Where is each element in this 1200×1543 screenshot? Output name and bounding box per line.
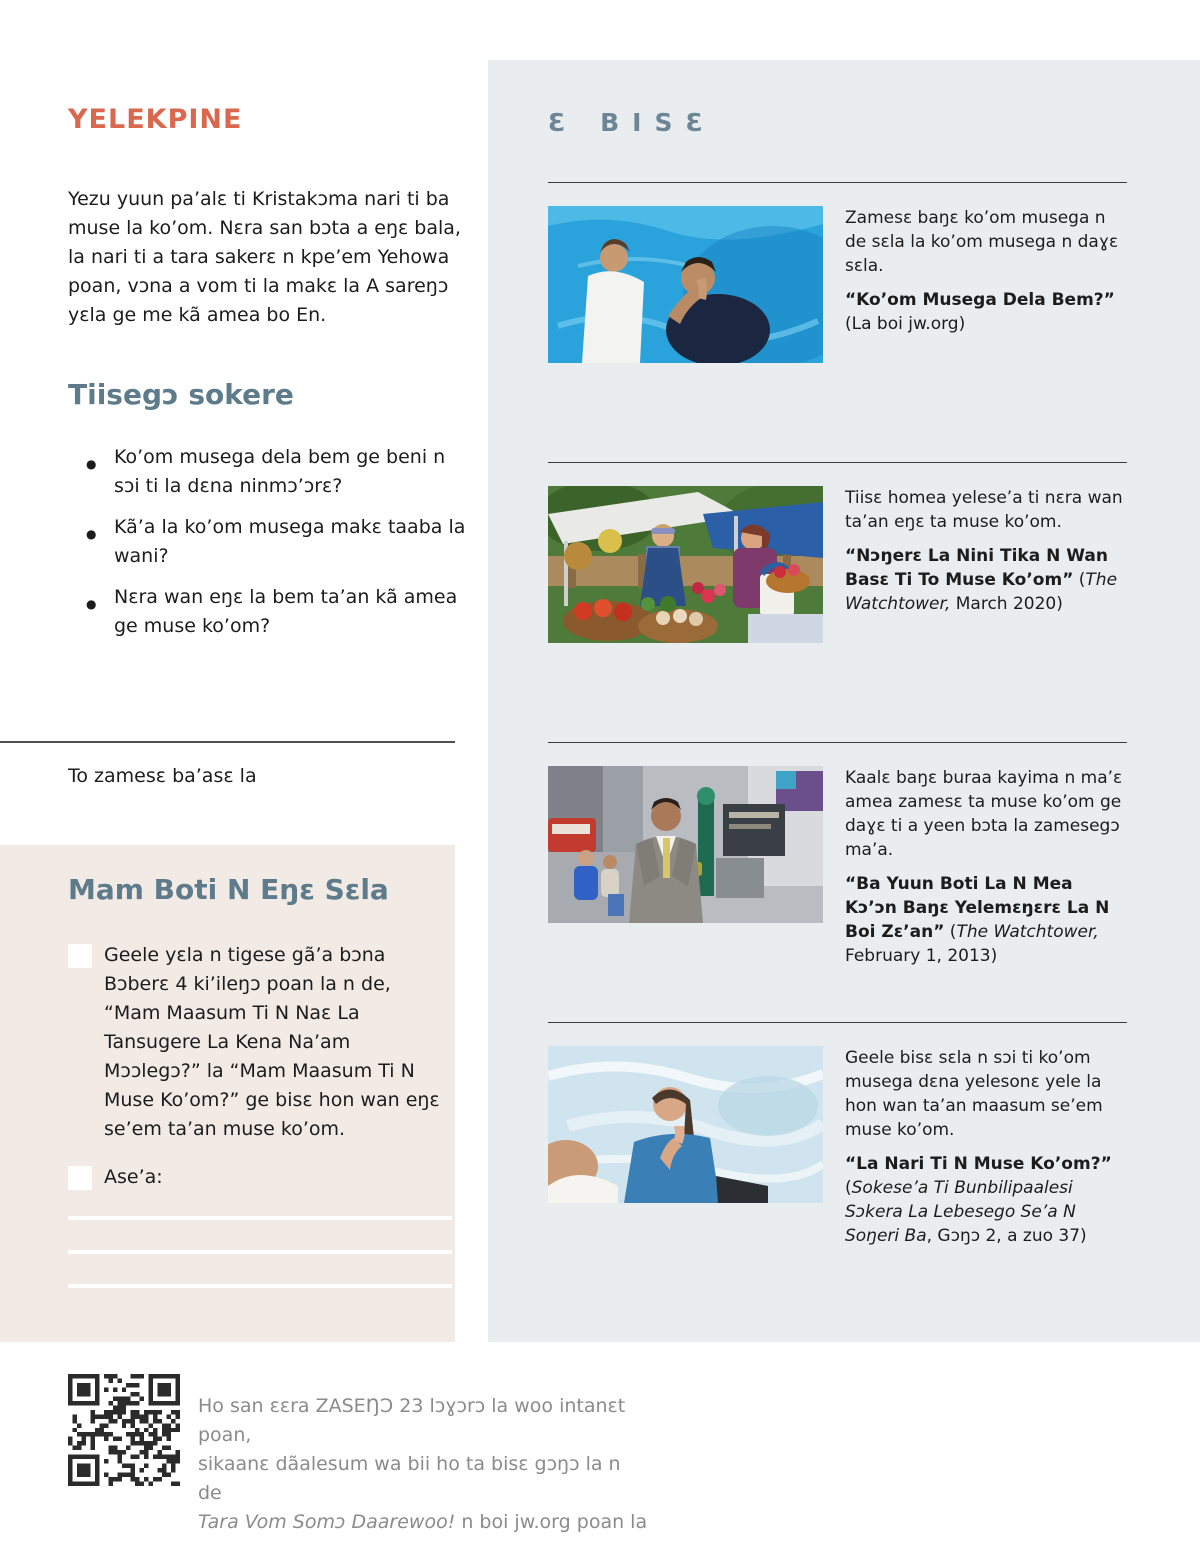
review-question-text: Ko’om musega dela bem ge beni n sɔi ti la dɛna ninmɔ’ɔrɛ? bbox=[114, 446, 446, 497]
entry-divider bbox=[548, 462, 1127, 463]
checkbox-icon bbox=[68, 944, 92, 968]
media-panel-heading: Ɛ BISƐ bbox=[548, 108, 716, 137]
checkbox-icon bbox=[68, 1166, 92, 1190]
entry-source bbox=[845, 872, 1127, 968]
media-entry bbox=[548, 1022, 1127, 1248]
media-entry bbox=[548, 462, 1127, 643]
entry-title: “Nɔŋerɛ La Nini Tika N Wan Basɛ Ti To Muse Ko’om” bbox=[845, 546, 1108, 590]
entry-source-pre: (La boi jw.org) bbox=[845, 314, 966, 334]
entry-title: “Ba Yuun Boti La N Mea Kɔ’ɔn Baŋɛ Yelemɛŋɛrɛ La N Boi Zɛ’an” bbox=[845, 874, 1110, 942]
completion-label: To zamesɛ ba’asɛ la bbox=[68, 765, 257, 787]
entry-source-post: , Gɔŋɔ 2, a zuo 37) bbox=[926, 1226, 1087, 1246]
write-in-line bbox=[68, 1250, 452, 1254]
qr-note bbox=[198, 1392, 648, 1537]
entry-description: Kaalɛ baŋɛ buraa kayima n ma’ɛ amea zamesɛ ta muse ko’om ge daɣɛ ti a yeen bɔta la zamesegɔ ma’a. bbox=[845, 768, 1123, 860]
media-panel bbox=[488, 60, 1200, 1342]
review-question bbox=[86, 443, 470, 501]
qr-note-line2: sikaanɛ dãalesum wa bii ho ta bisɛ gɔŋɔ la n de bbox=[198, 1453, 621, 1504]
entry-source-pre: ( bbox=[944, 922, 957, 942]
entry-source-italic: The Watchtower, bbox=[845, 570, 1118, 614]
review-question bbox=[86, 583, 470, 641]
entry-description: Tiisɛ homea yelese’a ti nɛra wan ta’an eŋɛ ta muse ko’om. bbox=[845, 488, 1123, 532]
entry-divider bbox=[548, 182, 1127, 183]
entry-source-post: March 2020) bbox=[950, 594, 1063, 614]
intro-paragraph: Yezu yuun pa’alɛ ti Kristakɔma nari ti ba muse la ko’om. Nɛra san bɔta a eŋɛ bala, la nari ti a tara sakerɛ n kpe’em Yehowa poan, vɔna a vom ti la makɛ la A sareŋɔ yɛla ge me kã amea bo En. bbox=[68, 188, 461, 326]
entry-source-pre: ( bbox=[845, 1178, 852, 1198]
entry-title: “Ko’om Musega Dela Bem?” bbox=[845, 290, 1115, 310]
entry-source-italic: Sokese’a Ti Bunbilipaalesi Sɔkera La Lebesego Se’a N Soŋeri Ba bbox=[845, 1178, 1076, 1246]
qr-note-publication-title: Tara Vom Somɔ Daarewoo! bbox=[198, 1511, 456, 1533]
baptism-pool-photo bbox=[548, 206, 823, 363]
baptism-immersion-photo bbox=[548, 1046, 823, 1203]
entry-title: “La Nari Ti N Muse Ko’om?” bbox=[845, 1154, 1112, 1174]
entry-source-pre: ( bbox=[1073, 570, 1086, 590]
goal-item bbox=[68, 1163, 440, 1192]
entry-divider bbox=[548, 742, 1127, 743]
farmers-market-photo bbox=[548, 486, 823, 643]
entry-description: Zamesɛ baŋɛ ko’om musega n de sɛla la ko’om musega n daɣɛ sɛla. bbox=[845, 208, 1119, 276]
goals-heading: Mam Boti N Eŋɛ Sɛla bbox=[68, 873, 389, 906]
goal-item-text: Geele yɛla n tigese gã’a bɔna Bɔberɛ 4 ki’ileŋɔ poan la n de, “Mam Maasum Ti N Naɛ La Tansugere La Kena Na’am Mɔɔlegɔ?” la “Mam Maasum Ti N Muse Ko’om?” ge bisɛ hon wan eŋɛ se’em ta’an muse ko’om. bbox=[104, 944, 440, 1140]
entry-source bbox=[845, 1152, 1127, 1248]
media-entry bbox=[548, 742, 1127, 968]
entry-description: Geele bisɛ sɛla n sɔi ti ko’om musega dɛna yelesonɛ yele la hon wan ta’an maasum se’em muse ko’om. bbox=[845, 1048, 1103, 1140]
goals-box bbox=[0, 845, 455, 1342]
review-question-list bbox=[86, 443, 470, 653]
section-divider bbox=[0, 741, 455, 743]
write-in-line bbox=[68, 1284, 452, 1288]
entry-source-italic: The Watchtower, bbox=[956, 922, 1099, 942]
entry-source bbox=[845, 544, 1127, 616]
goal-item bbox=[68, 941, 440, 1144]
entry-source-post: February 1, 2013) bbox=[845, 946, 998, 966]
qr-note-line3-rest: n boi jw.org poan la bbox=[455, 1511, 648, 1533]
write-in-line bbox=[68, 1216, 452, 1220]
entry-source bbox=[845, 288, 1127, 336]
goal-item-text: Ase’a: bbox=[104, 1166, 163, 1188]
review-question bbox=[86, 513, 470, 571]
review-heading: Tiisegɔ sokere bbox=[68, 378, 294, 411]
qr-note-line1: Ho san ɛɛra ZASEŊƆ 23 lɔɣɔrɔ la woo intanɛt poan, bbox=[198, 1395, 626, 1446]
page-title: YELEKPINE bbox=[68, 104, 243, 135]
media-entry bbox=[548, 182, 1127, 363]
qr-code-icon bbox=[68, 1374, 180, 1486]
city-street-photo bbox=[548, 766, 823, 923]
review-question-text: Nɛra wan eŋɛ la bem ta’an kã amea ge muse ko’om? bbox=[114, 586, 458, 637]
entry-divider bbox=[548, 1022, 1127, 1023]
review-question-text: Kã’a la ko’om musega makɛ taaba la wani? bbox=[114, 516, 466, 567]
